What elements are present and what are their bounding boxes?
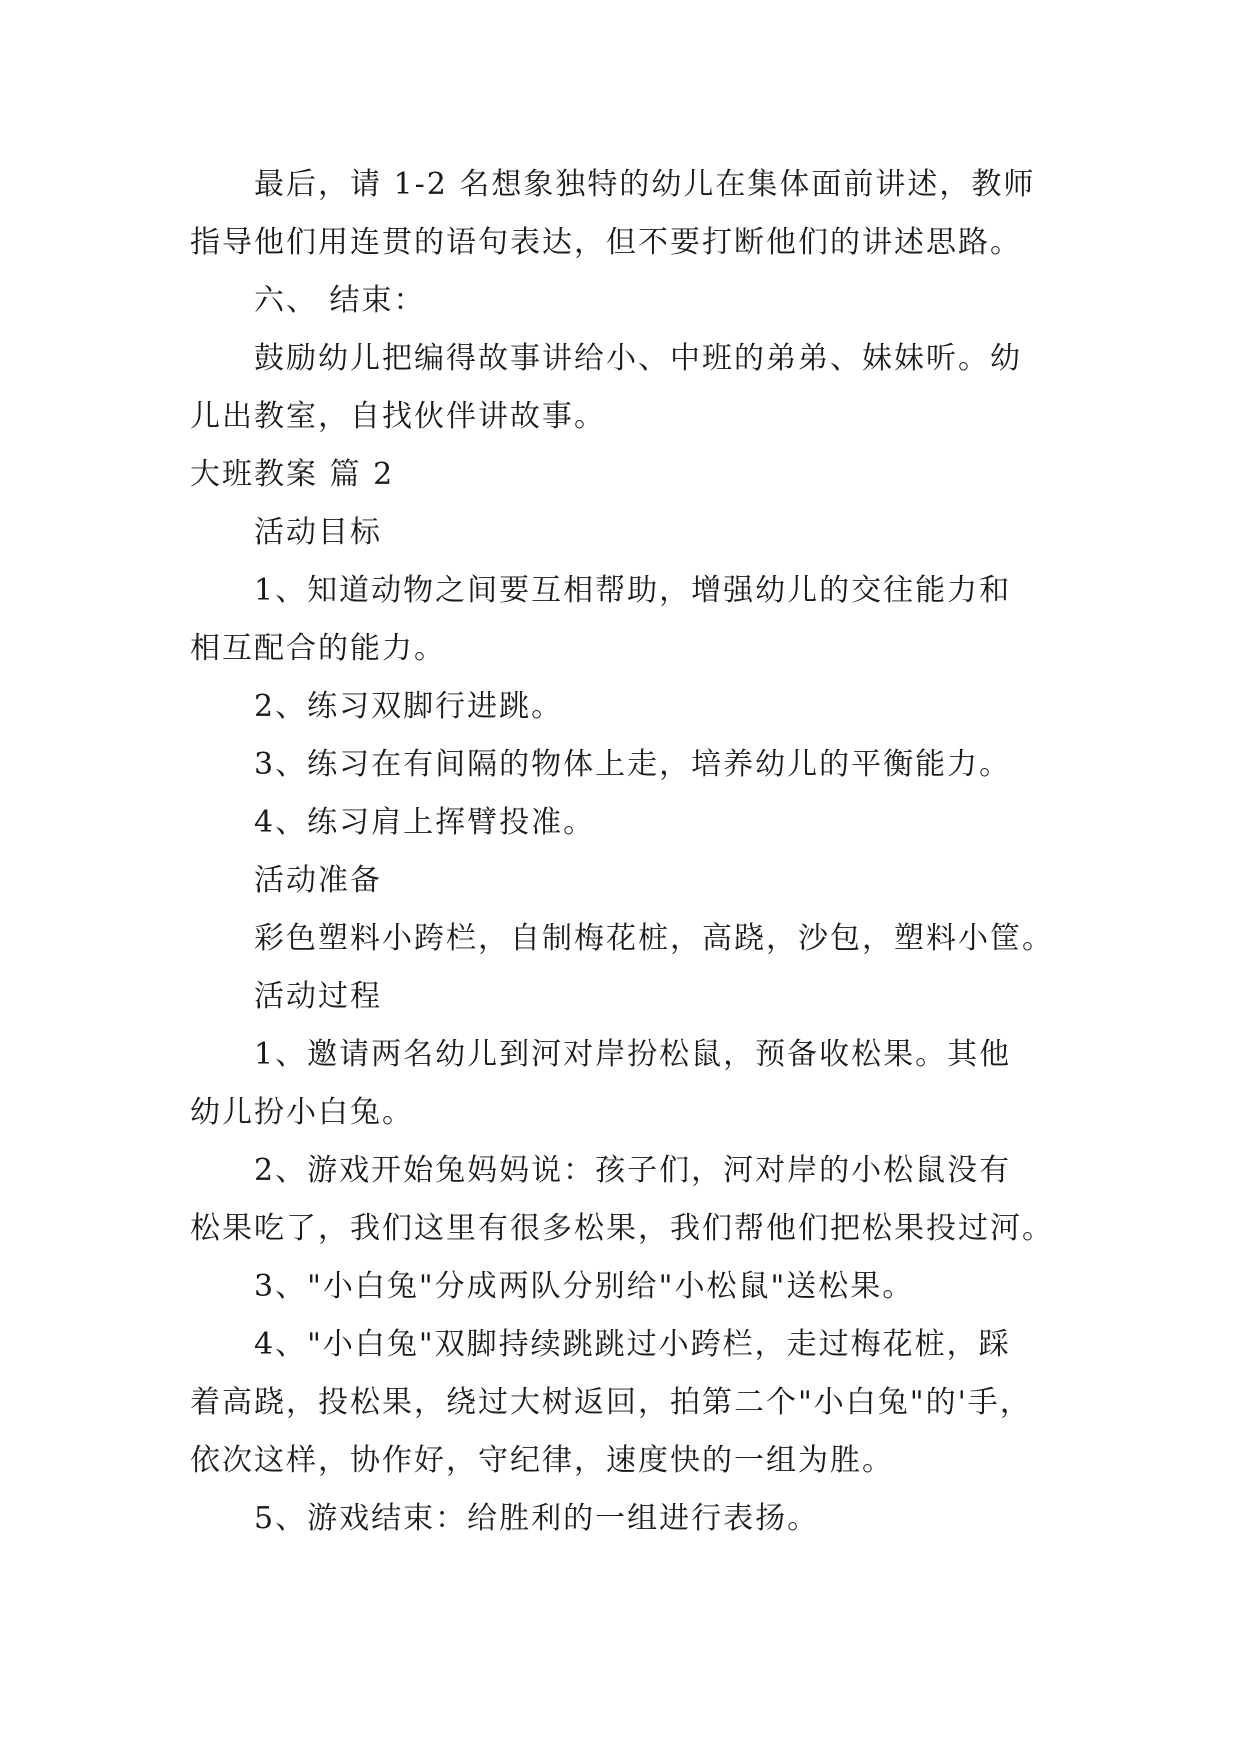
list-item: 着高跷，投松果，绕过大树返回，拍第二个"小白兔"的'手，: [190, 1385, 1032, 1420]
list-item: 1、知道动物之间要互相帮助，增强幼儿的交往能力和: [254, 573, 1012, 608]
list-item: 3、练习在有间隔的物体上走，培养幼儿的平衡能力。: [254, 747, 1012, 782]
paragraph-line: 指导他们用连贯的语句表达，但不要打断他们的讲述思路。: [190, 225, 1022, 260]
section-heading: 六、 结束：: [254, 283, 426, 318]
list-item: 依次这样，协作好，守纪律，速度快的一组为胜。: [190, 1443, 894, 1478]
list-item: 1、邀请两名幼儿到河对岸扮松鼠，预备收松果。其他: [254, 1037, 1012, 1072]
list-item: 4、练习肩上挥臂投准。: [254, 805, 596, 840]
list-item: 相互配合的能力。: [190, 631, 446, 666]
paragraph-line: 彩色塑料小跨栏，自制梅花桩，高跷，沙包，塑料小筐。: [254, 921, 1054, 956]
list-item: 2、练习双脚行进跳。: [254, 689, 564, 724]
paragraph-line: 鼓励幼儿把编得故事讲给小、中班的弟弟、妹妹听。幼: [254, 341, 1022, 376]
list-item: 4、"小白兔"双脚持续跳跳过小跨栏，走过梅花桩，踩: [254, 1327, 1011, 1362]
list-item: 5、游戏结束：给胜利的一组进行表扬。: [254, 1501, 820, 1536]
list-item: 幼儿扮小白兔。: [190, 1095, 414, 1130]
list-item: 2、游戏开始兔妈妈说：孩子们，河对岸的小松鼠没有: [254, 1153, 1012, 1188]
document-title: 大班教案 篇 2: [190, 457, 395, 492]
section-heading: 活动过程: [254, 979, 382, 1014]
paragraph-line: 儿出教室，自找伙伴讲故事。: [190, 399, 606, 434]
section-heading: 活动准备: [254, 863, 382, 898]
paragraph-line: 最后，请 1-2 名想象独特的幼儿在集体面前讲述，教师: [254, 167, 1036, 202]
list-item: 3、"小白兔"分成两队分别给"小松鼠"送松果。: [254, 1269, 915, 1304]
section-heading: 活动目标: [254, 515, 382, 550]
list-item: 松果吃了，我们这里有很多松果，我们帮他们把松果投过河。: [190, 1211, 1054, 1246]
